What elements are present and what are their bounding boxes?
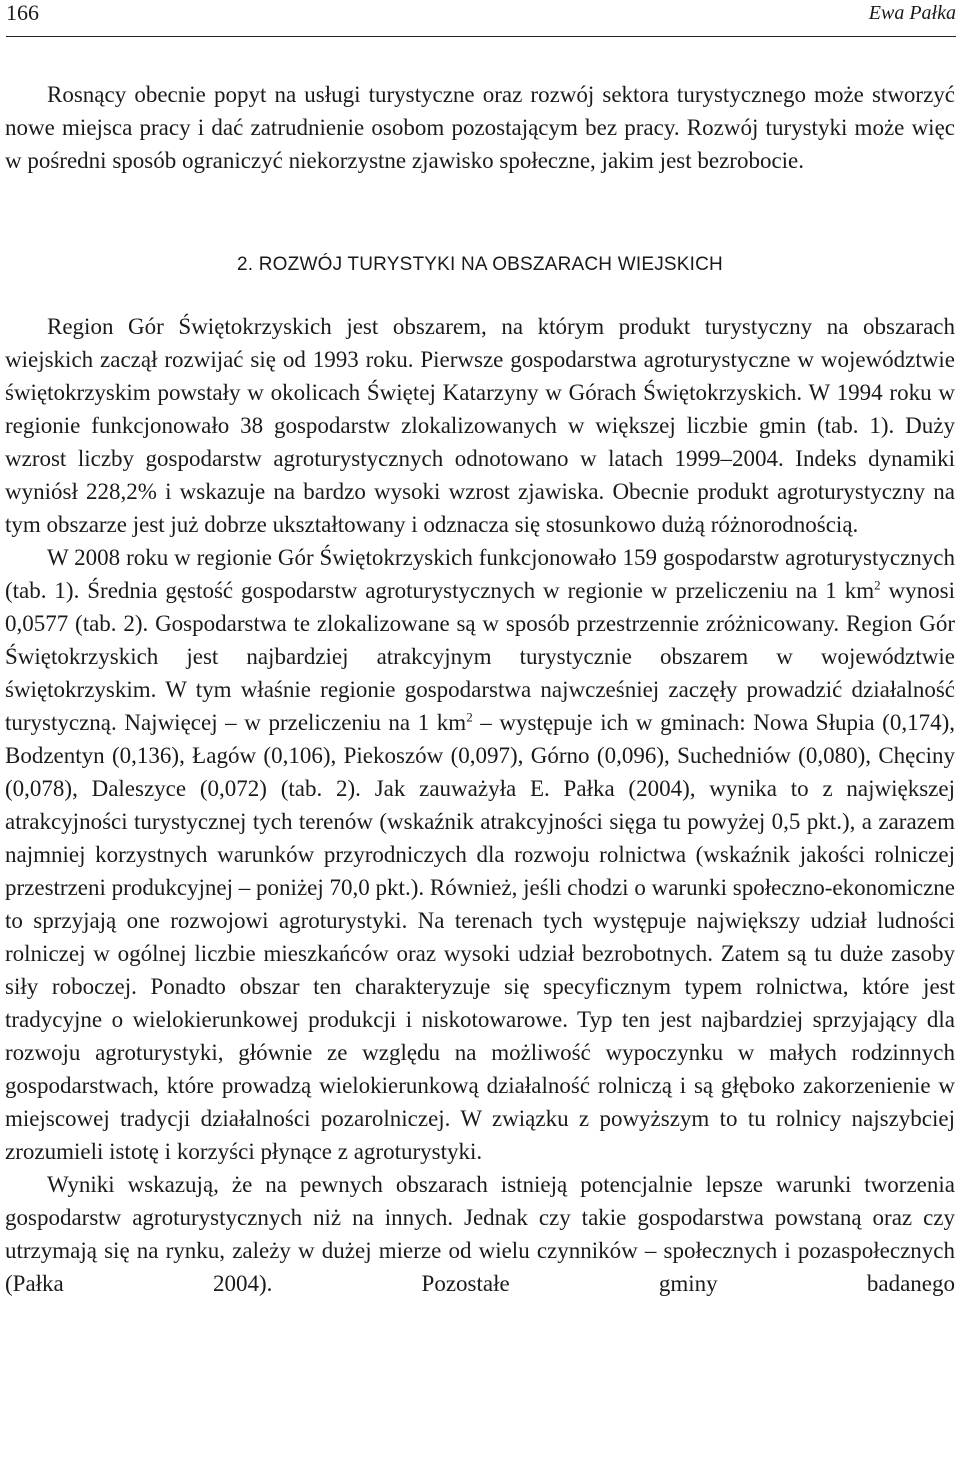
- body-paragraph-2: [5, 541, 955, 1168]
- intro-section: [5, 78, 955, 177]
- body-paragraph-1: Region Gór Świętokrzyskich jest obszarem, na którym produkt turystyczny na obszarach wiejskich zaczął rozwijać się od 1993 roku. Pierwsze gospodarstwa agroturystyczne w województwie świętokrzyskim powstały w okolicach Świętej Katarzyny w Górach Świętokrzyskich. W 1994 roku w regionie funkcjonowało 38 gospodarstw zlokalizowanych w większej liczbie gmin (tab. 1). Duży wzrost liczby gospodarstw agroturystycznych odnotowano w latach 1999–2004. Indeks dynamiki wyniósł 228,2% i wskazuje na bardzo wysoki wzrost zjawiska. Obecnie produkt agroturystyczny na tym obszarze jest już dobrze ukształtowany i odznacza się stosunkowo dużą różnorodnością.: [5, 314, 955, 537]
- section-title: ROZWÓJ TURYSTYKI NA OBSZARACH WIEJSKICH: [258, 254, 723, 275]
- body-text: [5, 310, 955, 1300]
- p2-superscript-1: 2: [874, 577, 881, 593]
- section-number: 2.: [237, 254, 254, 275]
- running-header: [6, 0, 956, 37]
- p2-superscript-2: 2: [466, 709, 473, 725]
- running-header-author: Ewa Pałka: [868, 2, 956, 24]
- p2-text-c: – występuje ich w gminach: Nowa Słupia (0,174), Bodzentyn (0,136), Łagów (0,106), Piekoszów (0,097), Górno (0,096), Suchedniów (0,080), Chęciny (0,078), Daleszyce (0,072) (tab. 2). Jak zauważyła E. Pałka (2004), wynika to z największej atrakcyjności turystycznej tych terenów (wskaźnik atrakcyjności sięga tu powyżej 0,5 pkt.), a zarazem najmniej korzystnych warunków przyrodniczych dla rozwoju rolnictwa (wskaźnik jakości rolniczej przestrzeni produkcyjnej – poniżej 70,0 pkt.). Również, jeśli chodzi o warunki społeczno-ekonomiczne to sprzyjają one rozwojowi agroturystyki. Na terenach tych występuje największy udział ludności rolniczej w ogólnej liczbie mieszkańców oraz wysoki udział bezrobotnych. Zatem są tu duże zasoby siły roboczej. Ponadto obszar ten charakteryzuje się specyficznym typem rolnictwa, które jest tradycyjne o wielokierunkowej produkcji i niskotowarowe. Typ ten jest najbardziej sprzyjający dla rozwoju agroturystyki, głównie ze względu na możliwość wypoczynku w małych rodzinnych gospodarstwach, które prowadzą wielokierunkową działalność rolniczą i są głęboko zakorzenienie w miejscowej tradycji działalności pozarolniczej. W związku z powyższym to tu rolnicy najszybciej zrozumieli istotę i korzyści płynące z agroturystyki.: [5, 710, 955, 1164]
- p2-text-a: W 2008 roku w regionie Gór Świętokrzyskich funkcjonowało 159 gospodarstw agroturystycznych (tab. 1). Średnia gęstość gospodarstw agroturystycznych w regionie w przeliczeniu na 1 km: [5, 545, 955, 603]
- p2-text-b: wynosi 0,0577 (tab. 2). Gospodarstwa te zlokalizowane są w sposób przestrzennie zróżnicowany. Region Gór Świętokrzyskich jest najbardziej atrakcyjnym turystycznie obszarem w województwie świętokrzyskim. W tym właśnie regionie gospodarstwa najwcześniej zaczęły prowadzić działalność turystyczną. Najwięcej – w przeliczeniu na 1 km: [5, 578, 955, 735]
- intro-paragraph: Rosnący obecnie popyt na usługi turystyczne oraz rozwój sektora turystycznego może stworzyć nowe miejsca pracy i dać zatrudnienie osobom pozostającym bez pracy. Rozwój turystyki może więc w pośredni sposób ograniczyć niekorzystne zjawisko społeczne, jakim jest bezrobocie.: [5, 82, 955, 173]
- section-heading: [0, 250, 960, 280]
- page-number: 166: [6, 0, 39, 25]
- body-paragraph-3: Wyniki wskazują, że na pewnych obszarach istnieją potencjalnie lepsze warunki tworzenia gospodarstw agroturystycznych niż na innych. Jednak czy takie gospodarstwa powstaną oraz czy utrzymają się na rynku, zależy w dużej mierze od wielu czynników – społecznych i pozaspołecznych (Pałka 2004). Pozostałe gminy badanego: [5, 1172, 955, 1296]
